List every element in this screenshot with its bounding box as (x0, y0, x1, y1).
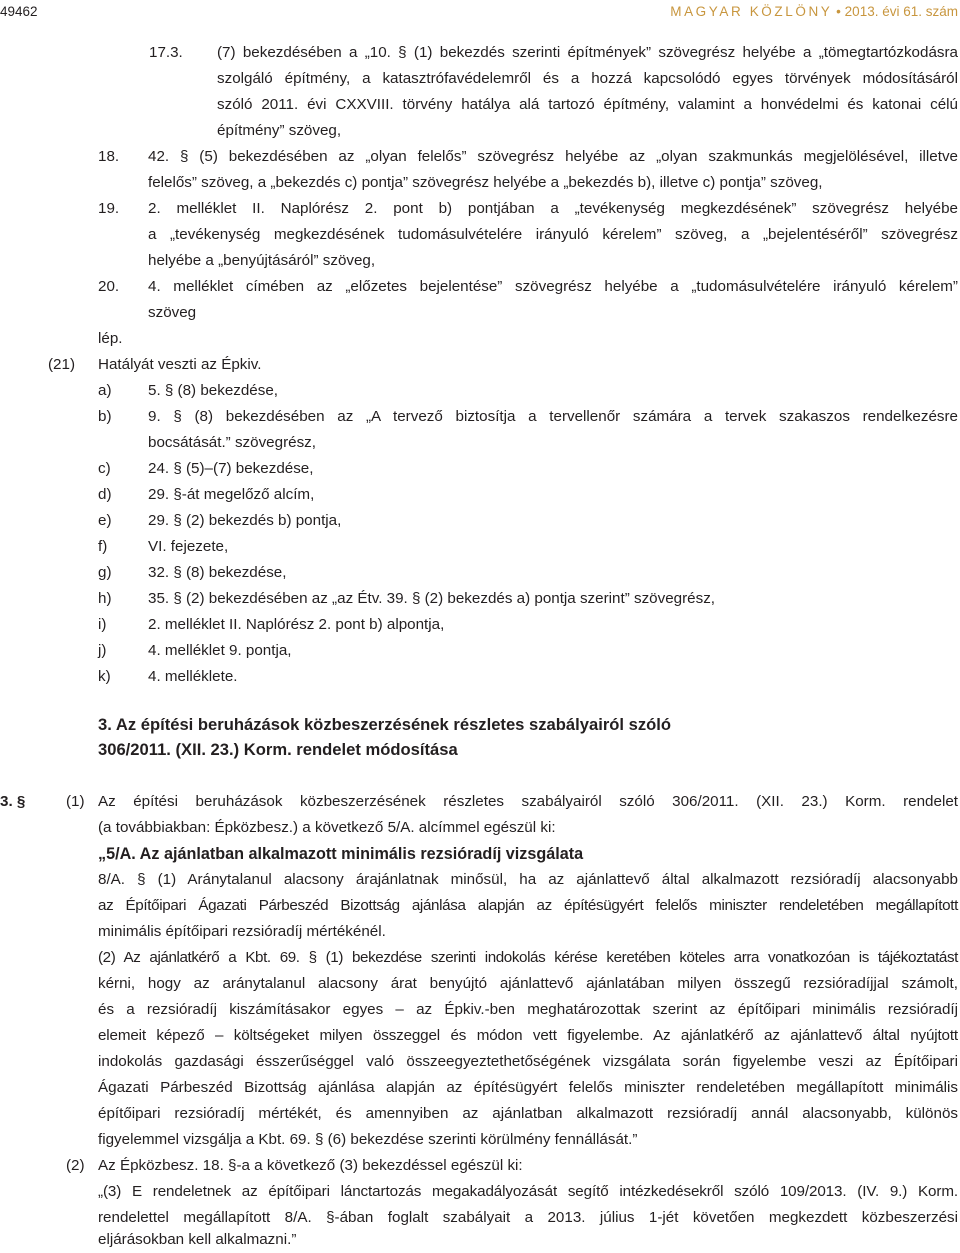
lep-word: lép. (98, 330, 123, 347)
text-line: 29. § (2) bekezdés b) pontja, (148, 512, 342, 529)
text-line: helyébe a „benyújtásáról” szöveg, (148, 252, 376, 269)
repeal-title: Hatályát veszti az Épkiv. (98, 356, 262, 373)
text-line: felelős” szöveg, a „bekezdés c) pontja” szövegrész helyébe a „bekezdés b), illetve c) pontja” szöveg, (148, 174, 823, 191)
page-header (0, 2, 960, 22)
text-line: elemeit képező – költségeket milyen összeggel és módon vett figyelembe. Az ajánlatkérő az ajánlattevő által nyújtott (98, 1027, 958, 1044)
bullet: • (836, 4, 841, 19)
item-letter: k) (98, 668, 111, 685)
text-line: figyelemmel vizsgálja a Kbt. 69. § (6) bekezdése szerinti körülmény fennállását.” (98, 1131, 638, 1148)
item-number: 19. (98, 200, 120, 217)
text-line: 29. §-át megelőző alcím, (148, 486, 315, 503)
item-letter: d) (98, 486, 112, 503)
text-line: 4. melléklet címében az „előzetes bejelentése” szövegrész helyébe a „tudomásulvételére irányuló kérelem” (148, 278, 958, 295)
text-line: 4. melléklete. (148, 668, 238, 685)
text-line: Az építési beruházások közbeszerzésének részletes szabályairól szóló 306/2011. (XII. 23.) Korm. rendelet (98, 793, 958, 810)
item-number: 17.3. (149, 44, 183, 61)
text-line: 9. § (8) bekezdésében az „A tervező biztosítja a tervellenőr számára a tervek szakaszos rendelkezésre (148, 408, 958, 425)
text-line: építmény” szöveg, (217, 122, 342, 139)
item-letter: h) (98, 590, 112, 607)
text-line: (7) bekezdésében a „10. § (1) bekezdés szerinti építmények” szövegrész helyébe a „tömegtartózkodásra (217, 44, 958, 61)
text-line: a „tevékenység megkezdésének tudomásulvételére irányuló kérelem” szöveg, a „bejelentéséről” szövegrész (148, 226, 958, 243)
text-line: „(3) E rendeletnek az építőipari lánctartozás megakadályozását segítő intézkedésekről szóló 109/2013. (IV. 9.) Korm. (98, 1183, 958, 1200)
text-line: 32. § (8) bekezdése, (148, 564, 287, 581)
item-letter: c) (98, 460, 111, 477)
item-number: (21) (48, 356, 76, 373)
item-number: 18. (98, 148, 120, 165)
text-line: 24. § (5)–(7) bekezdése, (148, 460, 314, 477)
item-letter: j) (98, 642, 107, 659)
section-number: 3. § (0, 793, 26, 810)
subtitle: „5/A. Az ajánlatban alkalmazott minimális rezsióradíj vizsgálata (98, 845, 584, 863)
text-line: 8/A. § (1) Aránytalanul alacsony árajánlatnak minősül, ha az ajánlattevő által alkalmazott rezsióradíj alacsonyabb (98, 871, 958, 888)
text-line: 2. melléklet II. Naplórész 2. pont b) pontjában a „tevékenység megkezdésének” szövegrész helyébe (148, 200, 958, 217)
text-line: kérni, hogy az aránytalanul alacsony árat benyújtó ajánlattevő ajánlatában milyen összegű rezsióradíjjal számolt, (98, 975, 958, 992)
text-line: (a továbbiakban: Épközbesz.) a következő 5/A. alcímmel egészül ki: (98, 819, 556, 836)
item-letter: f) (98, 538, 108, 555)
text-line: 2. melléklet II. Naplórész 2. pont b) alpontja, (148, 616, 445, 633)
text-line: szóló 2011. évi CXXVIII. törvény hatálya alá tartozó építmény, valamint a honvédelmi és katonai célú (217, 96, 958, 113)
text-line: eljárásokban kell alkalmazni.” (98, 1231, 297, 1248)
text-line: minimális építőipari rezsióradíj mértékénél. (98, 923, 386, 940)
text-line: építőipari rezsióradíj mértékét, és amennyiben az ajánlatban alkalmazott rezsióradíj annál alacsonyabb, különös (98, 1105, 958, 1122)
item-number: 20. (98, 278, 120, 295)
paragraph-number: (1) (66, 793, 85, 810)
journal-title (670, 2, 958, 22)
text-line: 4. melléklet 9. pontja, (148, 642, 292, 659)
page-number: 49462 (0, 4, 38, 19)
item-letter: a) (98, 382, 112, 399)
text-line: szöveg (148, 304, 197, 321)
text-line: Ágazati Párbeszéd Bizottság ajánlása alapján az építésügyért felelős miniszter rendeletében megállapított minimális (98, 1079, 958, 1096)
section-heading: 3. Az építési beruházások közbeszerzésének részletes szabályairól szóló (98, 715, 672, 734)
text-line: Az Épközbesz. 18. §-a a következő (3) bekezdéssel egészül ki: (98, 1157, 523, 1174)
magazine-name: MAGYAR KÖZLÖNY (670, 4, 833, 19)
issue-label: 2013. évi 61. szám (844, 4, 958, 19)
text-line: rendelettel megállapított 8/A. §-ában foglalt szabályait a 2013. július 1-jét követően megkezdett közbeszerzési (98, 1209, 958, 1226)
text-line: az Építőipari Ágazati Párbeszéd Bizottság ajánlása alapján az építésügyért felelős miniszter rendeletében megállapított (98, 897, 958, 914)
text-line: 35. § (2) bekezdésében az „az Étv. 39. § (2) bekezdés a) pontja szerint” szövegrész, (148, 590, 716, 607)
section-heading: 306/2011. (XII. 23.) Korm. rendelet módosítása (98, 740, 458, 759)
text-line: és a rezsióradíj kiszámításakor egyes – az Épkiv.-ben meghatározottak szerint az építőipari minimális rezsióradíj (98, 1001, 958, 1018)
item-letter: e) (98, 512, 112, 529)
item-letter: g) (98, 564, 112, 581)
text-line: bocsátását.” szövegrész, (148, 434, 316, 451)
paragraph-number: (2) (66, 1157, 85, 1174)
item-letter: b) (98, 408, 112, 425)
item-letter: i) (98, 616, 107, 633)
text-line: VI. fejezete, (148, 538, 229, 555)
text-line: 42. § (5) bekezdésében az „olyan felelős” szövegrész helyébe az „olyan szakmunkás megjelölésével, illetve (148, 148, 958, 165)
text-line: 5. § (8) bekezdése, (148, 382, 279, 399)
text-line: szolgáló építmény, a katasztrófavédelemről és a hozzá kapcsolódó egyes törvények módosításáról (217, 70, 958, 87)
text-line: indokolás gazdasági ésszerűséggel való összeegyeztethetőségének vizsgálata során figyelembe veszi az Építőipari (98, 1053, 958, 1070)
text-line: (2) Az ajánlatkérő a Kbt. 69. § (1) bekezdése szerinti indokolás kérése keretében köteles arra vonatkozóan is tájékoztatást (98, 949, 958, 966)
